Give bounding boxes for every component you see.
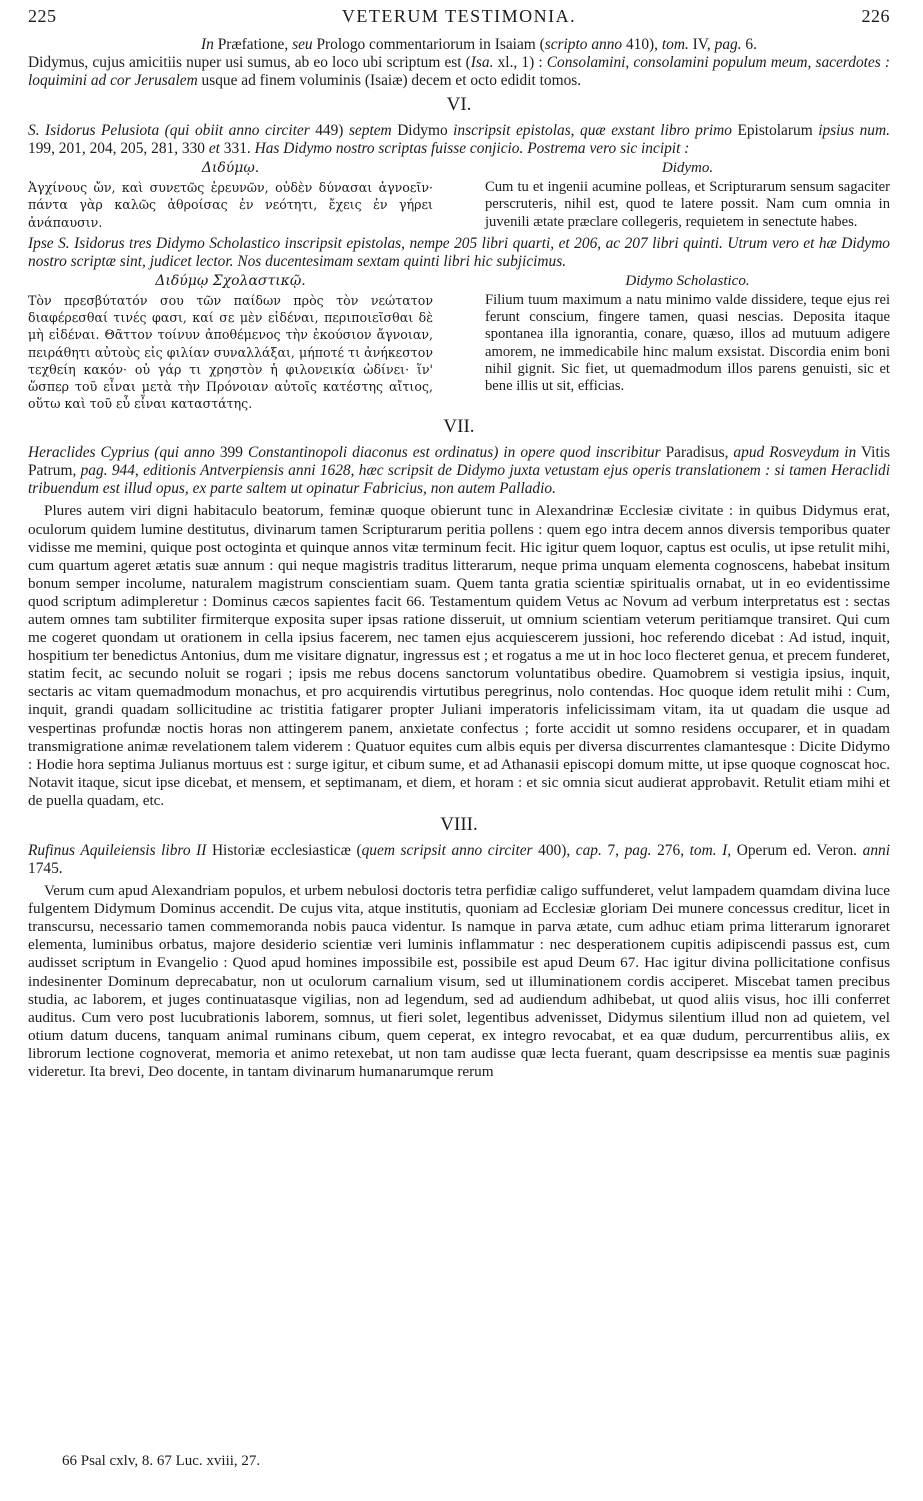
- section-number-6: VI.: [446, 94, 472, 115]
- latin-heading: Didymo Scholastico.: [625, 272, 750, 289]
- section-6-parallel-text: [28, 160, 890, 231]
- latin-text: Cum tu et ingenii acumine polleas, et Scripturarum sensum sagaciter perscruteris, nihil est, quod te latere possit. Nam cum omnia in juvenili ætate præclare collegeris, requietem in senectute habes.: [485, 179, 890, 230]
- greek-column: [28, 273, 433, 413]
- section-8-body: Verum cum apud Alexandriam populos, et urbem nebulosi doctoris tetra perfidiæ caligo suffunderet, velut lampadem quamdam divina luce fulgentem Didymum Dominus accendit. De cujus vita, atque institutis, quoniam ad Ecclesiæ gloriam Dei munere concessus creditur, licet in transcursu, necessario tamen commemoranda nobis pauca videntur. Is namque in parva ætate, cum adhuc etiam prima litterarum ignoraret elementa, luminibus orbatus, majore desiderio scientiæ veri luminis inflammatur : nec desperationem cupitis adipiscendi passus est, cum audisset scriptum in Evangelio : Quod apud homines impossibile est, possibile est apud Deum 67. Hac igitur divina pollicitatione confisus indesinenter Dominum deprecabatur, non ut oculorum carnalium visum, sed ut illuminationem cordis acciperet. Miscebat tamen precibus studia, ac laborem, et juges continuatasque vigilias, non ad legendum, sed ad audiendum adhibebat, ut quod aliis visus, hoc illi conferret auditus. Cum vero post lucubrationis laborem, somnus, ut fieri solet, legentibus advenisset, Didymus silentium illud non ad quietem, vel otium datum ducens, tanquam animal ruminans cibum, quem ceperat, ex integro revocabat, et ea quæ dudum, percurrentibus aliis, ex librorum lectione cognoverat, memoria et animo retexebat, ut non tam audisse quæ lecta fuerant, quam descripsisse ea mentis suæ paginis videretur. Ita brevi, Deo docente, in tantam divinarum humanarumque rerum: [28, 882, 890, 1080]
- section-8-intro: Rufinus Aquileiensis libro II Historiæ ecclesiasticæ (quem scripsit anno circiter 400), cap. 7, pag. 276, tom. I, Operum ed. Veron. anni 1745.: [28, 842, 890, 878]
- page: [28, 6, 890, 1081]
- footnotes: 66 Psal cxlv, 8. 67 Luc. xviii, 27.: [62, 1453, 261, 1469]
- greek-column: [28, 160, 433, 231]
- section-7-body: Plures autem viri digni habitaculo beatorum, feminæ quoque obierunt tunc in Alexandrinæ Ecclesiæ civitate : in quibus Didymus erat, oculorum quidem lumine destitutus, divinarum tamen Scripturarum peritia pollens : quem ego intra decem annos diversis temporibus quater vidisse me memini, quique post octoginta et quinque annos vitæ terminum fecit. Hic igitur quem loquor, captus est oculis, ut ipse retulit mihi, cum quartum ageret ætatis suæ annum : qui neque magistris traditus litterarum, neque prima unquam elementa cognoscens, habebat insitum bonum semper incolume, naturalem magistrum conscientiam suam. Quem tanta gratia scientiæ spiritualis ornabat, ut in eo evidentissime quod scriptum adimpleretur : Dominus cæcos sapientes facit 66. Testamentum quidem Vetus ac Novum ad verbum interpretatus est : sectas autem omnes tam subtiliter firmiterque exposita super ipsas ratione disseruit, ut omnium scientiam veterum peritiamque transiret. Qui cum me cogeret quondam ut orationem in cella ipsius facerem, nec tamen ejus acquiescerem jussioni, hoc referendo dicebat : Ad istud, inquit, hospitium ter benedictus Antonius, dum me visitare dignatur, ingressus est ; et rogatus a me ut in hoc loco flecteret genua, et precem funderet, statim fecit, ac secundo noluit se rogari ; ipsis me rebus docens sanctorum voluntatibus obedire. Quamobrem si vestigia ipsius, inquit, sectaris ac vitam quemadmodum monachus, et pro acquirendis virtutibus peregrinus, nolo contendas. Hoc quoque idem retulit mihi : Cum, inquit, grandi quadam sollicitudine ac tristitia fatigarer propter Juliani imperatoris infelicissimam vitam, ita ut quadam die usque ad vespertinas profundæ noctis horas non attingerem panem, anxietate confectus ; forte accidit ut somno residens occuparer, et in quadam transmigratione animæ revelationem talem viderem : Quatuor equites cum albis equis per diversa discurrentes clamantesque : Dicite Didymo : Hodie hora septima Julianus mortuus est : surge igitur, et cibum sume, et ad Athanasii episcopi domum mitte, ut ipse quoque cognoscat hoc. Notavit itaque, sicut ipse dicebat, et mensem, et septimanam, et diem, et horam : et sic omnia sicut audierat approbavit. Retulit etiam mihi et de puella quadam, etc.: [28, 502, 890, 809]
- latin-text: Filium tuum maximum a natu minimo valde dissidere, teque ejus rei ferunt conscium, fingere tamen, quasi nescias. Deposita itaque spontanea illa ignorantia, conare, quæso, illos ad mutuum adigere amorem, ne immedicabile hinc malum exsistat. Discordia enim boni nihil gignit. Sic fiet, ut quemadmodum illos parens genuisti, sic et bene illis ut sit, efficias.: [485, 292, 890, 395]
- running-header: [28, 6, 890, 36]
- latin-heading: Didymo.: [661, 160, 714, 176]
- greek-text: Ἀγχίνους ὤν, καὶ συνετῶς ἐρευνῶν, οὐδὲν δύνασαι ἀγνοεῖν· πάντα γὰρ καλῶς ἀθροίσας ἐν νεότητι, ἔχεις ἐν γήρει ἀνάπαυσιν.: [28, 180, 433, 230]
- section-6b-intro: Ipse S. Isidorus tres Didymo Scholastico inscripsit epistolas, nempe 205 libri quarti, et 206, ac 207 libri quinti. Utrum vero et hæ Didymo nostro scriptæ sint, judicet lector. Nos ducentesimam sextam quinti libri hic subjicimus.: [28, 234, 890, 270]
- section-number-8: VIII.: [440, 814, 478, 836]
- greek-heading: Διδύμῳ.: [201, 160, 260, 176]
- greek-text: Τὸν πρεσβύτατόν σου τῶν παίδων πρὸς τὸν νεώτατον διαφέρεσθαί τινές φασι, καί σε μὲν εἰδέναι, περιποιεῖσθαι δὲ μὴ εἰδέναι. Θᾶττον τοίνυν ἀποθέμενος τὴν ἑκούσιον ἄγνοιαν, πειράθητι αὐτοὺς εἰς φιλίαν συναλλάξαι, μήποτέ τι ἀνήκεστον τεχθείη κακόν· οὐ γάρ τι χρηστὸν ἡ φιλονεικία ὠδίνει· ἵν' ὥσπερ τοῦ εἶναι μετὰ τὴν Πρόνοιαν αὐτοῖς κατέστης αἴτιος, οὕτω καὶ τοῦ εὖ εἶναι καταστάτης.: [28, 293, 433, 412]
- section-number-7: VII.: [443, 416, 475, 438]
- latin-column: [485, 273, 890, 413]
- page-number-right: 226: [861, 6, 890, 26]
- greek-heading: Διδύμῳ Σχολαστικῷ.: [155, 272, 306, 289]
- running-title: VETERUM TESTIMONIA.: [341, 6, 577, 26]
- section-6b-parallel-text: [28, 273, 890, 413]
- section-6-intro: S. Isidorus Pelusiota (qui obiit anno circiter 449) septem Didymo inscripsit epistolas, quæ exstant libro primo Epistolarum ipsius num. 199, 201, 204, 205, 281, 330 et 331. Has Didymo nostro scriptas fuisse conjicio. Postrema vero sic incipit :: [28, 122, 890, 157]
- section-5-paragraph: Didymus, cujus amicitiis nuper usi sumus, ab eo loco ubi scriptum est (Isa. xl., 1) : Consolamini, consolamini populum meum, sacerdotes : loquimini ad cor Jerusalem usque ad finem voluminis (Isaiæ) decem et octo edidit tomos.: [28, 54, 890, 89]
- section-5-intro: In Præfatione, seu Prologo commentariorum in Isaiam (scripto anno 410), tom. IV, pag. 6.: [201, 36, 757, 53]
- page-number-left: 225: [28, 6, 57, 26]
- section-7-intro: Heraclides Cyprius (qui anno 399 Constantinopoli diaconus est ordinatus) in opere quod inscribitur Paradisus, apud Rosveydum in Vitis Patrum, pag. 944, editionis Antverpiensis anni 1628, hæc scripsit de Didymo juxta vetustam ejus operis translationem : si tamen Heraclidi tribuendum est illud opus, ex parte saltem ut opinatur Fabricius, non autem Palladio.: [28, 444, 890, 498]
- latin-column: [485, 160, 890, 231]
